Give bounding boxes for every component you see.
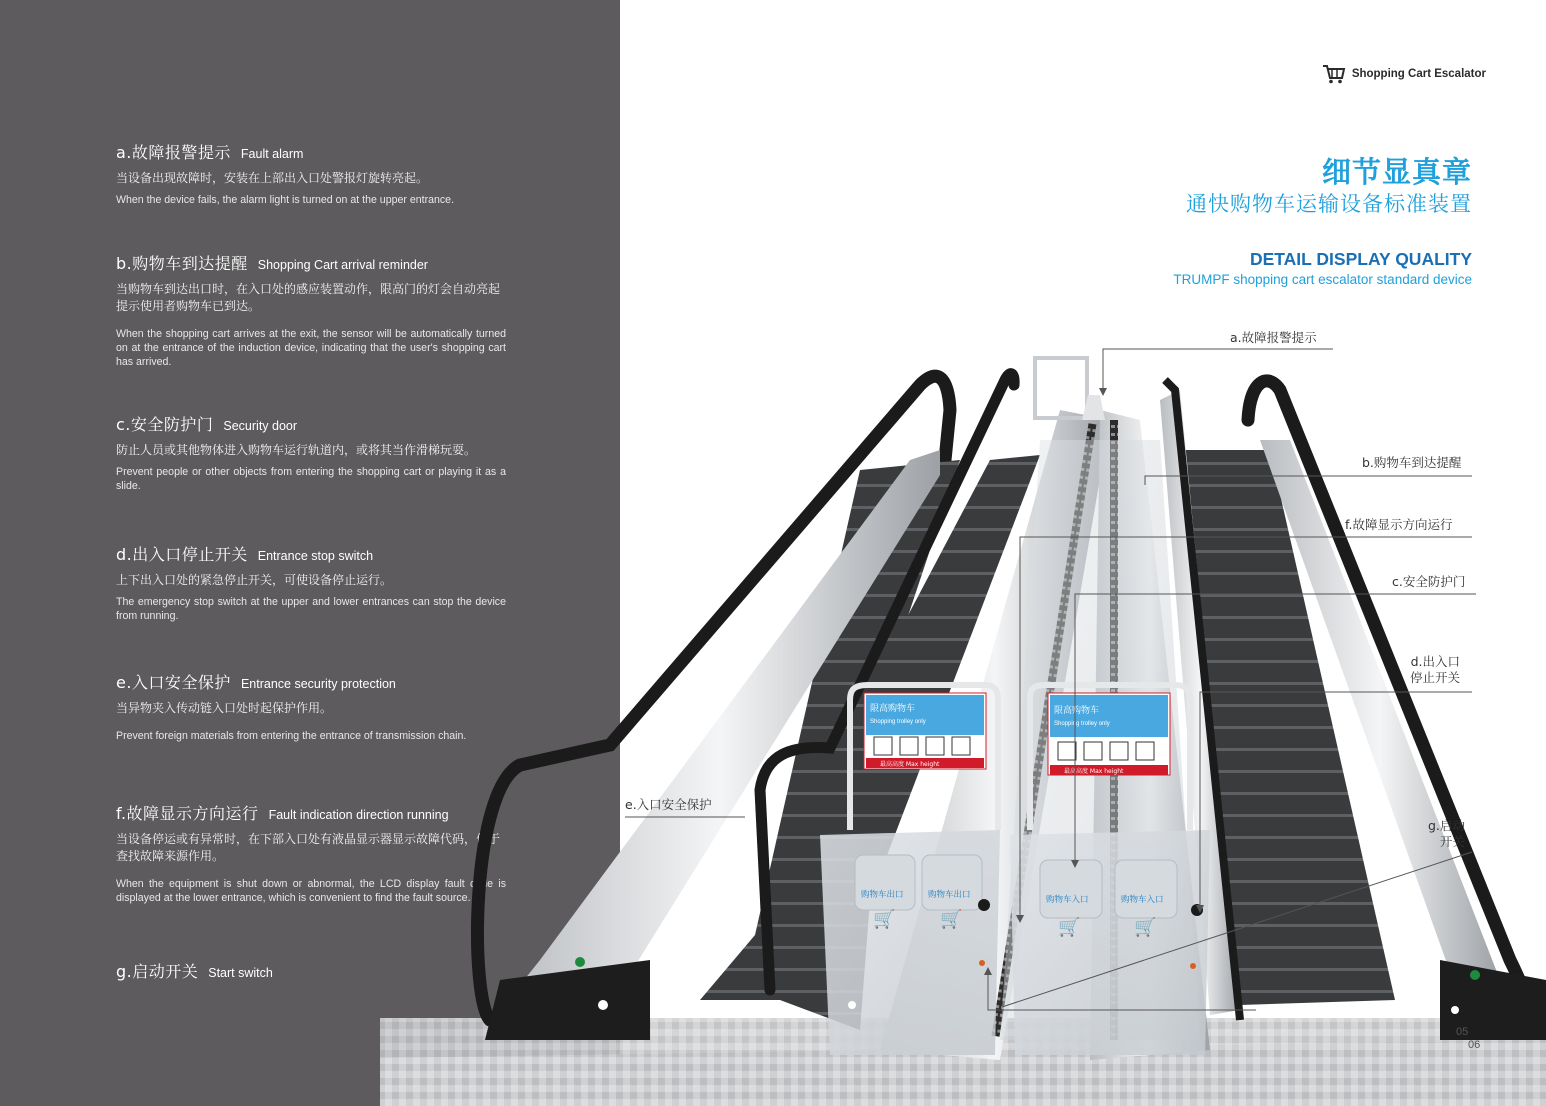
shopping-cart-icon <box>1322 64 1346 84</box>
left-lane-cart-icon-2: 🛒 <box>940 909 963 930</box>
callout-g-line1: g.启动 <box>1428 818 1465 833</box>
arrowhead-a <box>1099 388 1107 396</box>
feature-g-title-en: Start switch <box>208 966 273 980</box>
left-escalator-skirt <box>485 960 650 1040</box>
page-title-zh: 细节显真章 <box>1321 155 1472 189</box>
left-sign-icon-4 <box>952 737 970 755</box>
left-lane-sign-1 <box>855 855 915 910</box>
left-sign-title-zh: 限高购物车 <box>870 704 916 714</box>
left-sign-icon-1 <box>874 737 892 755</box>
feature-f-title-zh: f.故障显示方向运行 <box>116 804 259 823</box>
right-sign-icon-1 <box>1058 742 1076 760</box>
left-sign-icon-3 <box>926 737 944 755</box>
right-sign-icon-4 <box>1136 742 1154 760</box>
page-subtitle-en: TRUMPF shopping cart escalator standard device <box>1173 272 1472 287</box>
callout-a: a.故障报警提示 <box>1230 330 1317 345</box>
right-lane-glass-panel <box>1010 830 1210 1055</box>
feature-e-desc-en: Prevent foreign materials from entering the entrance of transmission chain. <box>116 730 467 742</box>
feature-b-desc-zh: 当购物车到达出口时，在入口处的感应装置动作，限高门的灯会自动亮起提示使用者购物车已到达。 <box>116 282 501 313</box>
callout-g-line2: 开关 <box>1439 834 1465 849</box>
feature-a-desc-en: When the device fails, the alarm light is turned on at the upper entrance. <box>116 194 455 206</box>
feature-c-title-en: Security door <box>223 419 298 433</box>
feature-a-desc-zh: 当设备出现故障时，安装在上部出入口处警报灯旋转亮起。 <box>116 171 429 185</box>
right-lane-sign-1 <box>1040 860 1102 918</box>
left-sign-footer: 最高高度 Max height <box>880 761 940 768</box>
callout-d-line1: d.出入口 <box>1410 654 1461 669</box>
feature-d-desc-zh: 上下出入口处的紧急停止开关，可使设备停止运行。 <box>116 573 393 587</box>
left-start-switch <box>575 957 585 967</box>
left-lane-cart-icon-1: 🛒 <box>873 909 896 930</box>
feature-f-title-en: Fault indication direction running <box>268 808 449 822</box>
feature-c-desc-en: Prevent people or other objects from entering the shopping cart or playing it as a slide. <box>116 466 506 492</box>
left-gate-sign-header <box>866 695 984 735</box>
right-escalator-light <box>1451 1006 1459 1014</box>
left-lane-sign-1-label: 购物车出口 <box>861 890 904 900</box>
feature-a-title-en: Fault alarm <box>240 147 304 161</box>
callout-d <box>1410 654 1460 686</box>
feature-d-desc-en: The emergency stop switch at the upper and lower entrances can stop the device from running. <box>116 596 506 622</box>
callout-g <box>1428 818 1465 850</box>
page-subtitle-zh: 通快购物车运输设备标准装置 <box>1186 192 1472 216</box>
right-lane-cart-icon-1: 🛒 <box>1058 917 1081 938</box>
lower-left-indicator <box>979 960 985 966</box>
left-lane-sign-2 <box>922 855 982 910</box>
feature-b-desc-en: When the shopping cart arrives at the exit, the sensor will be automatically turned on at the entrance of the induction device, indicating that the user's shopping cart has arrived. <box>116 328 506 368</box>
right-lane-sign-1-label: 购物车入口 <box>1046 895 1089 905</box>
right-sign-title-zh: 限高购物车 <box>1054 706 1100 716</box>
callout-b: b.购物车到达提醒 <box>1362 455 1462 470</box>
feature-g-title-zh: g.启动开关 <box>116 962 199 981</box>
feature-c-title-zh: c.安全防护门 <box>116 415 214 434</box>
feature-a <box>116 143 506 207</box>
feature-b-title-en: Shopping Cart arrival reminder <box>257 258 428 272</box>
right-sign-icon-2 <box>1084 742 1102 760</box>
callout-f: f.故障显示方向运行 <box>1345 517 1453 532</box>
left-lane-light <box>848 1001 856 1009</box>
feature-f-desc-en: When the equipment is shut down or abnormal, the LCD display fault code is displayed at the lower entrance, which is convenient to find the fault source. <box>116 878 506 904</box>
right-lane-sign-2-label: 购物车入口 <box>1121 895 1164 905</box>
left-lane-sign-2-label: 购物车出口 <box>928 890 971 900</box>
brand <box>1322 64 1486 84</box>
page-number-right: 06 <box>1468 1039 1481 1051</box>
feature-e-title-zh: e.入口安全保护 <box>116 673 231 692</box>
feature-f-desc-zh: 当设备停运或有异常时，在下部入口处有液晶显示器显示故障代码，便于查找故障来源作用。 <box>116 832 501 863</box>
page-numbers <box>1456 1026 1480 1052</box>
feature-d-title-en: Entrance stop switch <box>257 549 374 563</box>
lower-right-indicator <box>1190 963 1196 969</box>
page-title-en: DETAIL DISPLAY QUALITY <box>1249 249 1472 269</box>
right-lane-sign-2 <box>1115 860 1177 918</box>
alarm-gate <box>1035 358 1087 418</box>
left-sign-title-en: Shopping trolley only <box>870 719 926 725</box>
left-stop-switch <box>978 899 990 911</box>
feature-d-title-zh: d.出入口停止开关 <box>116 545 248 564</box>
callout-d-line2: 停止开关 <box>1410 670 1461 685</box>
page-number-left: 05 <box>1456 1026 1469 1038</box>
feature-a-title-zh: a.故障报警提示 <box>116 143 231 162</box>
right-start-switch <box>1470 970 1480 980</box>
right-gate-sign-header <box>1050 695 1168 737</box>
left-sign-icon-2 <box>900 737 918 755</box>
right-sign-icon-3 <box>1110 742 1128 760</box>
brand-label: Shopping Cart Escalator <box>1351 68 1486 80</box>
feature-b-title-zh: b.购物车到达提醒 <box>116 254 248 273</box>
right-sign-footer: 最高高度 Max height <box>1064 768 1124 775</box>
right-sign-title-en: Shopping trolley only <box>1054 721 1110 727</box>
feature-c-desc-zh: 防止人员或其他物体进入购物车运行轨道内，或将其当作滑梯玩耍。 <box>116 443 477 457</box>
callout-e: e.入口安全保护 <box>625 797 712 812</box>
callout-c: c.安全防护门 <box>1392 574 1466 589</box>
callout-line-a <box>1103 349 1333 388</box>
right-lane-cart-icon-2: 🛒 <box>1134 917 1157 938</box>
feature-e-desc-zh: 当异物夹入传动链入口处时起保护作用。 <box>116 701 333 715</box>
left-escalator-light <box>598 1000 608 1010</box>
feature-e-title-en: Entrance security protection <box>240 677 396 691</box>
